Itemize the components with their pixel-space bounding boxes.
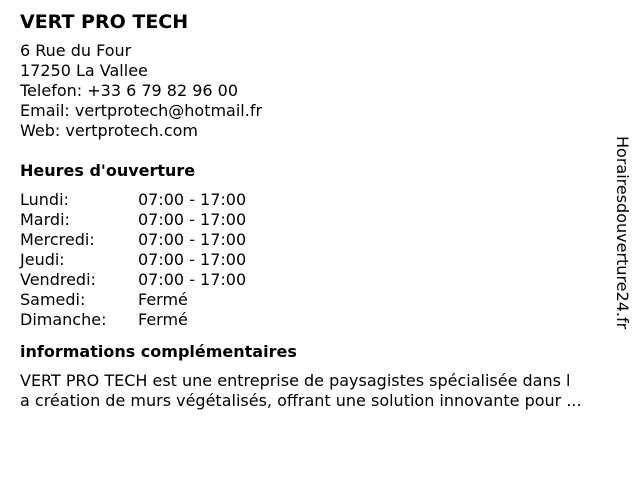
opening-hours-title: Heures d'ouverture xyxy=(20,161,196,180)
additional-info xyxy=(20,342,610,411)
hours-row-saturday xyxy=(20,290,610,310)
email-line: Email: vertprotech@hotmail.fr xyxy=(20,101,263,120)
day-label: Vendredi: xyxy=(20,270,96,289)
day-time: 07:00 - 17:00 xyxy=(138,210,247,229)
company-name: VERT PRO TECH xyxy=(20,11,189,33)
day-time: 07:00 - 17:00 xyxy=(138,250,247,269)
day-label: Jeudi: xyxy=(20,250,65,269)
day-label: Mardi: xyxy=(20,210,70,229)
day-label: Mercredi: xyxy=(20,230,95,249)
website-line: Web: vertprotech.com xyxy=(20,121,199,140)
hours-row-sunday xyxy=(20,310,610,330)
brand-watermark: Horairesdouverture24.fr xyxy=(613,136,632,330)
day-label: Samedi: xyxy=(20,290,86,309)
contact-block xyxy=(20,41,610,141)
day-time: Fermé xyxy=(138,310,188,329)
day-time: 07:00 - 17:00 xyxy=(138,230,247,249)
opening-hours xyxy=(20,161,610,330)
phone-line: Telefon: +33 6 79 82 96 00 xyxy=(20,81,239,100)
hours-row-thursday xyxy=(20,250,610,270)
street-address: 6 Rue du Four xyxy=(20,41,132,60)
day-label: Dimanche: xyxy=(20,310,107,329)
hours-row-friday xyxy=(20,270,610,290)
info-line-2: a création de murs végétalisés, offrant une solution innovante pour ... xyxy=(20,391,582,410)
day-label: Lundi: xyxy=(20,190,69,209)
city-address: 17250 La Vallee xyxy=(20,61,148,80)
additional-info-title: informations complémentaires xyxy=(20,342,297,361)
day-time: 07:00 - 17:00 xyxy=(138,190,247,209)
hours-row-wednesday xyxy=(20,230,610,250)
hours-row-tuesday xyxy=(20,210,610,230)
day-time: 07:00 - 17:00 xyxy=(138,270,247,289)
day-time: Fermé xyxy=(138,290,188,309)
hours-row-monday xyxy=(20,190,610,210)
info-line-1: VERT PRO TECH est une entreprise de paysagistes spécialisée dans l xyxy=(20,371,571,390)
business-card xyxy=(20,10,610,411)
